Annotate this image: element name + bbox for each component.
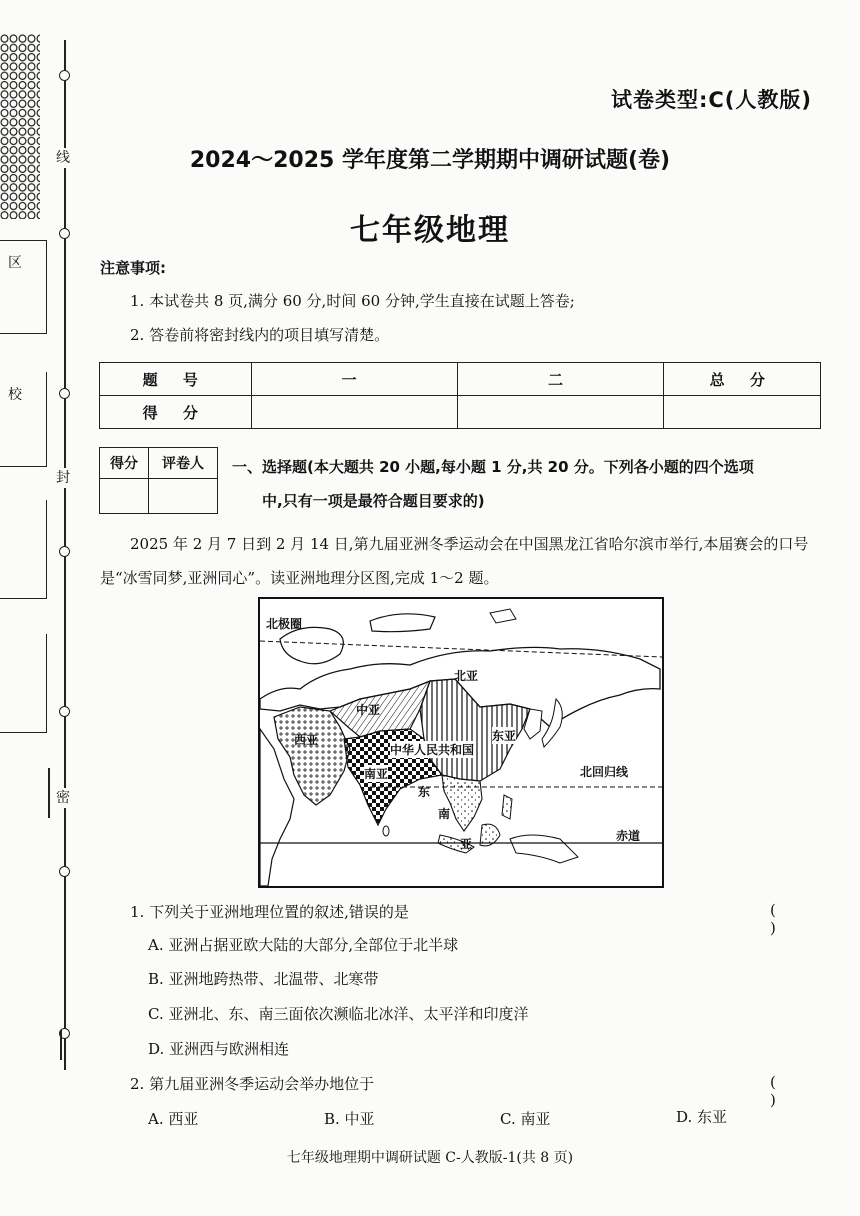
label-central-asia: 中亚 (356, 703, 381, 717)
seal-marker (59, 388, 70, 399)
label-southeast-3: 亚 (460, 837, 473, 851)
score-table-header: 二 (457, 363, 664, 396)
question-1-answer[interactable]: ( ) (770, 901, 806, 937)
name-field[interactable] (0, 634, 47, 733)
seal-marker (59, 546, 70, 557)
label-southeast-2: 南 (438, 807, 451, 821)
subject-title: 七年级地理 (350, 213, 510, 248)
seal-char-line: 线 (56, 150, 70, 166)
label-southeast-1: 东 (418, 785, 431, 799)
question-1-option-b: B. 亚洲地跨热带、北温带、北寒带 (148, 970, 379, 988)
question-2-option-a: A. 西亚 (148, 1110, 199, 1128)
question-2-answer[interactable]: ( ) (770, 1073, 806, 1109)
map-land (383, 826, 389, 836)
question-1-option-a: A. 亚洲占据亚欧大陆的大部分,全部位于北半球 (148, 936, 459, 954)
seal-marker (59, 70, 70, 81)
school-label: 校 (8, 387, 22, 403)
section-title-cont: 中,只有一项是最符合题目要求的) (262, 492, 485, 510)
score-cell[interactable] (251, 396, 457, 429)
seal-marker (59, 866, 70, 877)
label-north-asia: 北亚 (454, 669, 479, 683)
score-table (99, 362, 821, 429)
label-china: 中华人民共和国 (390, 743, 475, 757)
question-2-option-c: C. 南亚 (500, 1110, 551, 1128)
map-land (370, 614, 435, 632)
page-footer: 七年级地理期中调研试题 C-人教版-1(共 8 页) (286, 1150, 574, 1166)
grader-name-label: 评卷人 (149, 448, 218, 479)
region-southeast-asia (502, 795, 512, 819)
label-south-asia: 南亚 (364, 767, 389, 781)
map-land (490, 609, 516, 623)
question-1-option-c: C. 亚洲北、东、南三面依次濒临北冰洋、太平洋和印度洋 (148, 1005, 529, 1023)
question-2-option-b: B. 中亚 (324, 1110, 375, 1128)
asia-region-map (258, 597, 664, 888)
question-1-option-d: D. 亚洲西与欧洲相连 (148, 1040, 290, 1058)
label-tropic: 北回归线 (580, 765, 629, 779)
score-cell[interactable] (664, 396, 821, 429)
label-equator: 赤道 (616, 829, 641, 843)
label-east-asia: 东亚 (492, 729, 517, 743)
class-field[interactable] (0, 500, 47, 599)
score-table-header: 总 分 (664, 363, 821, 396)
score-table-header: 题 号 (100, 363, 252, 396)
score-table-header: 一 (251, 363, 457, 396)
map-land (280, 627, 343, 663)
seal-char-secret: 密 (56, 790, 70, 806)
question-intro: 2025 年 2 月 7 日到 2 月 14 日,第九届亚洲冬季运动会在中国黑龙江省哈尔滨市举行,本届赛会的口号是“冰雪同梦,亚洲同心”。读亚洲地理分区图,完成 1～2 题。 (100, 535, 809, 587)
grader-name-cell[interactable] (149, 479, 218, 514)
score-cell[interactable] (457, 396, 664, 429)
question-2-option-d: D. 东亚 (676, 1108, 728, 1126)
grader-box (99, 447, 218, 514)
field-rule (48, 768, 50, 818)
section-heading (232, 450, 832, 518)
score-table-row-label: 得 分 (100, 396, 252, 429)
grader-score-cell[interactable] (100, 479, 149, 514)
label-arctic-circle: 北极圈 (266, 617, 303, 631)
field-rule (60, 1030, 62, 1060)
question-1-stem: 1. 下列关于亚洲地理位置的叙述,错误的是 (130, 903, 409, 921)
notice-item: 2. 答卷前将密封线内的项目填写清楚。 (130, 326, 390, 344)
binding-holes (0, 34, 40, 219)
question-2-stem: 2. 第九届亚洲冬季运动会举办地位于 (130, 1075, 375, 1093)
seal-marker (59, 706, 70, 717)
grader-score-label: 得分 (100, 448, 149, 479)
notice-title: 注意事项: (100, 259, 166, 277)
section-title: 一、选择题(本大题共 20 小题,每小题 1 分,共 20 分。下列各小题的四个选项 (232, 458, 754, 476)
region-southeast-asia (442, 775, 482, 831)
seal-char-seal: 封 (56, 470, 70, 486)
exam-title: 2024～2025 学年度第二学期期中调研试题(卷) (189, 148, 671, 173)
map-land (510, 835, 578, 863)
district-label: 区 (8, 255, 22, 271)
paper-type: 试卷类型:C(人教版) (610, 88, 812, 112)
notice-item: 1. 本试卷共 8 页,满分 60 分,时间 60 分钟,学生直接在试题上答卷; (130, 292, 575, 310)
label-west-asia: 西亚 (294, 733, 319, 747)
